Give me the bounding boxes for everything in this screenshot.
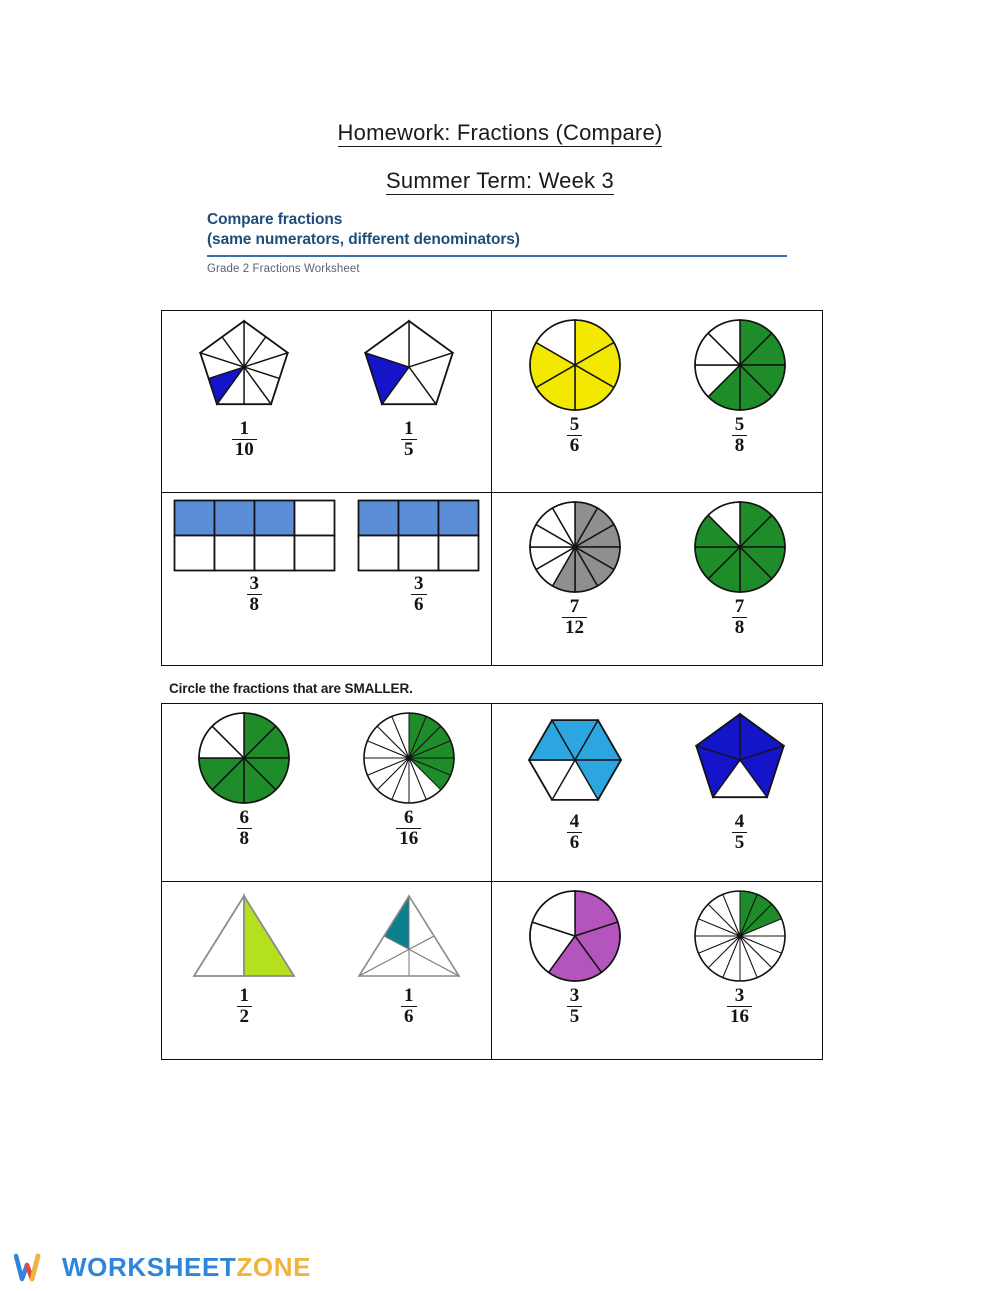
fraction-denominator: 16 [396,828,421,848]
fraction-numerator: 5 [569,414,580,435]
fraction-denominator: 5 [732,832,748,852]
fraction-denominator: 6 [411,594,427,614]
circle-shape-6-16 [361,710,457,806]
fraction-item[interactable] [527,499,623,638]
triangle-shape-1-6 [349,888,469,984]
exercise-grid-bottom [161,703,823,1060]
fraction-label [567,986,583,1027]
fraction-label [237,986,253,1027]
fraction-denominator: 8 [732,435,748,455]
fraction-item[interactable] [525,710,625,853]
fraction-numerator: 7 [569,596,580,617]
pentagon-shape-4-5 [690,710,790,810]
triangle-shape-1-2 [184,888,304,984]
brand-second: ZONE [236,1252,312,1282]
fraction-numerator: 6 [404,807,414,828]
fraction-denominator: 6 [401,1006,417,1026]
fraction-numerator: 4 [569,811,580,832]
fraction-label [732,597,748,638]
grid-cell [162,311,492,493]
grid-cell [492,493,822,665]
fraction-numerator: 7 [734,596,745,617]
fraction-denominator: 6 [567,832,583,852]
circle-shape-7-8 [692,499,788,595]
worksheet-heading-line2: (same numerators, different denominators) [207,231,520,248]
grid-cell [492,704,822,882]
worksheet-header [207,210,797,275]
page-title-term [0,168,1000,194]
rect-grid-shape-3-8 [173,499,336,572]
fraction-denominator: 5 [401,439,417,459]
fraction-denominator: 16 [727,1006,752,1026]
fraction-item[interactable] [184,888,304,1027]
fraction-numerator: 5 [734,414,745,435]
fraction-numerator: 6 [239,807,249,828]
fraction-item[interactable] [527,888,623,1027]
page-title-homework [0,120,1000,146]
footer-branding [14,1252,311,1283]
fraction-item[interactable] [349,888,469,1027]
fraction-numerator: 1 [404,418,414,439]
fraction-numerator: 3 [734,985,745,1006]
fraction-denominator: 12 [562,617,587,637]
pentagon-shape-1-5 [359,317,459,417]
brand-first: WORKSHEET [62,1252,237,1282]
fraction-denominator: 10 [232,439,257,459]
fraction-item[interactable] [527,317,623,456]
fraction-label [237,808,253,849]
exercise-grid-top [161,310,823,666]
circle-shape-5-6 [527,317,623,413]
fraction-denominator: 8 [237,828,253,848]
fraction-item[interactable] [194,317,294,460]
grid-cell [492,882,822,1059]
circle-shape-3-5 [527,888,623,984]
grid-cell [162,493,492,665]
fraction-numerator: 3 [249,573,259,594]
fraction-item[interactable] [692,317,788,456]
fraction-item[interactable] [690,710,790,853]
pentagon-shape-1-10 [194,317,294,417]
fraction-numerator: 1 [404,985,414,1006]
fraction-numerator: 3 [569,985,580,1006]
header-divider [207,255,787,257]
circle-shape-6-8 [196,710,292,806]
fraction-label [247,574,263,615]
fraction-numerator: 4 [734,811,745,832]
rect-grid-shape-3-6 [357,499,480,572]
fraction-item[interactable] [361,710,457,849]
page-title-term-text: Summer Term: Week 3 [386,168,614,193]
fraction-numerator: 1 [239,418,249,439]
fraction-label [732,415,748,456]
fraction-item[interactable] [692,499,788,638]
fraction-label [727,986,752,1027]
fraction-label [732,812,748,853]
fraction-label [567,812,583,853]
fraction-item[interactable] [692,888,788,1027]
fraction-numerator: 1 [239,985,249,1006]
grid-cell [162,882,492,1059]
grid-cell [162,704,492,882]
fraction-label [396,808,421,849]
page-title-homework-text: Homework: Fractions (Compare) [337,120,663,145]
fraction-item[interactable] [357,499,480,615]
fraction-item[interactable] [173,499,336,615]
worksheetzone-wordmark [62,1252,311,1283]
worksheet-heading-line1: Compare fractions [207,211,343,228]
fraction-denominator: 8 [732,617,748,637]
fraction-label [411,574,427,615]
circle-shape-3-16 [692,888,788,984]
worksheetzone-logo-icon [14,1253,48,1283]
circle-shape-7-12 [527,499,623,595]
fraction-label [232,419,257,460]
worksheet-subheading: Grade 2 Fractions Worksheet [207,263,360,275]
grid-cell [492,311,822,493]
fraction-label [401,419,417,460]
fraction-label [401,986,417,1027]
fraction-denominator: 8 [247,594,263,614]
hexagon-shape-4-6 [525,710,625,810]
circle-shape-5-8 [692,317,788,413]
fraction-item[interactable] [359,317,459,460]
instruction-text: Circle the fractions that are SMALLER. [169,681,413,696]
fraction-denominator: 6 [567,435,583,455]
fraction-label [562,597,587,638]
fraction-denominator: 2 [237,1006,253,1026]
fraction-label [567,415,583,456]
fraction-item[interactable] [196,710,292,849]
fraction-numerator: 3 [414,573,424,594]
fraction-denominator: 5 [567,1006,583,1026]
